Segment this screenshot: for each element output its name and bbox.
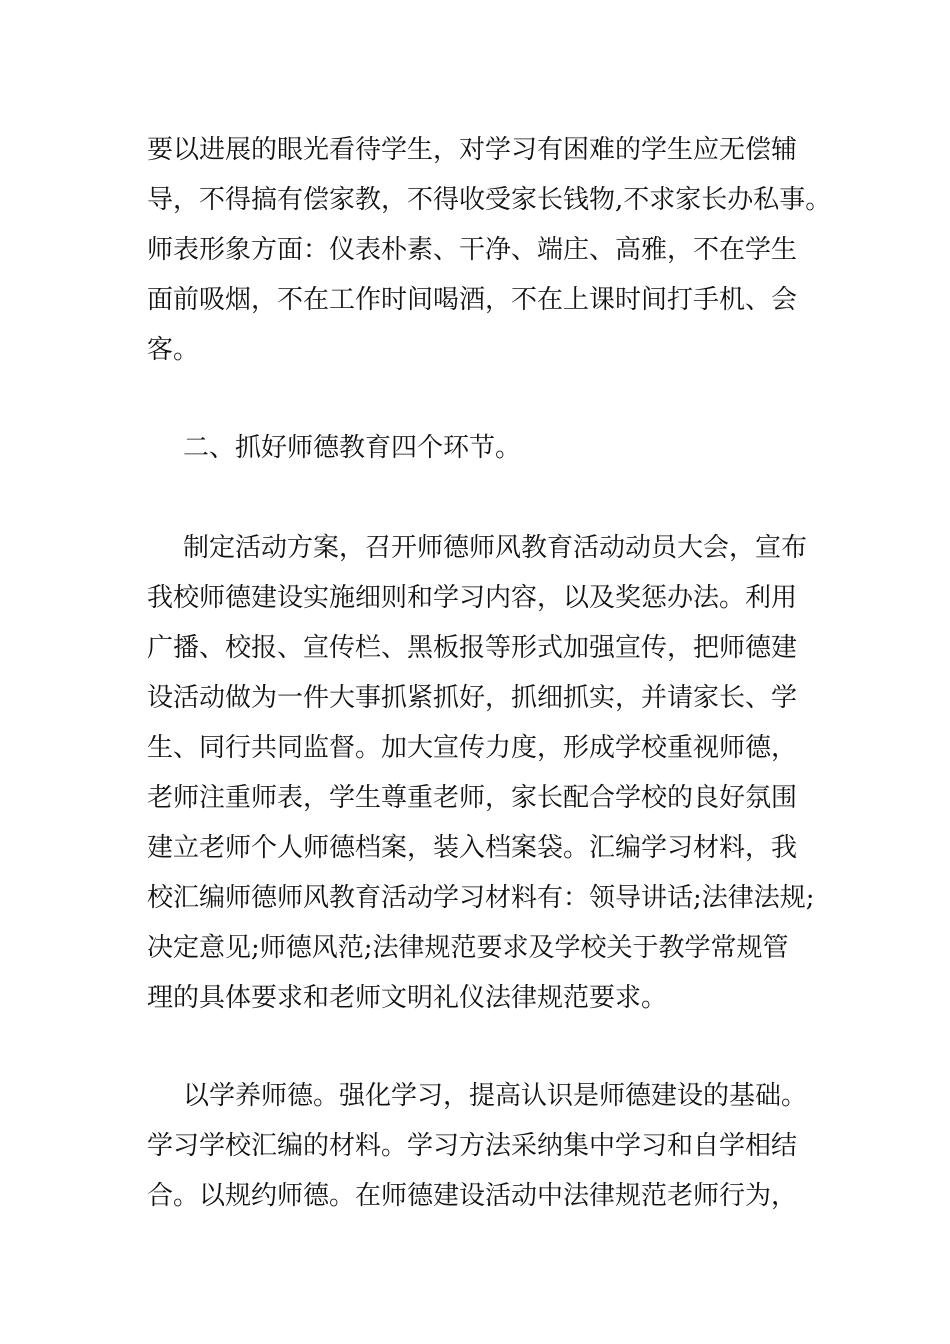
text-line: 客。 [147,335,200,365]
text-line: 面前吸烟，不在工作时间喝酒，不在上课时间打手机、会 [147,285,798,315]
text-line: 校汇编师德师风教育活动学习材料有：领导讲话;法律法规; [147,883,815,913]
text-line: 合。以规约师德。在师德建设活动中法律规范老师行为， [147,1181,798,1211]
text-line: 制定活动方案，召开师德师风教育活动动员大会，宣布 [183,533,808,563]
text-line: 广播、校报、宣传栏、黑板报等形式加强宣传，把师德建 [147,633,798,663]
text-line: 以学养师德。强化学习，提高认识是师德建设的基础。 [183,1081,808,1111]
text-line: 要以进展的眼光看待学生，对学习有困难的学生应无偿辅 [147,135,798,165]
text-line: 建立老师个人师德档案，装入档案袋。汇编学习材料，我 [147,833,798,863]
text-line: 理的具体要求和老师文明礼仪法律规范要求。 [147,983,668,1013]
text-line: 学习学校汇编的材料。学习方法采纳集中学习和自学相结 [147,1131,798,1161]
text-line: 老师注重师表，学生尊重老师，家长配合学校的良好氛围 [147,783,798,813]
text-line: 设活动做为一件大事抓紧抓好，抓细抓实，并请家长、学 [147,683,798,713]
text-line: 决定意见;师德风范;法律规范要求及学校关于教学常规管 [147,933,789,963]
text-line: 师表形象方面：仪表朴素、干净、端庄、高雅，不在学生 [147,235,798,265]
text-line: 我校师德建设实施细则和学习内容，以及奖惩办法。利用 [147,583,798,613]
text-line: 生、同行共同监督。加大宣传力度，形成学校重视师德， [147,733,798,763]
text-line: 导，不得搞有偿家教，不得收受家长钱物,不求家长办私事。 [147,185,832,215]
section-heading: 二、抓好师德教育四个环节。 [183,433,522,463]
